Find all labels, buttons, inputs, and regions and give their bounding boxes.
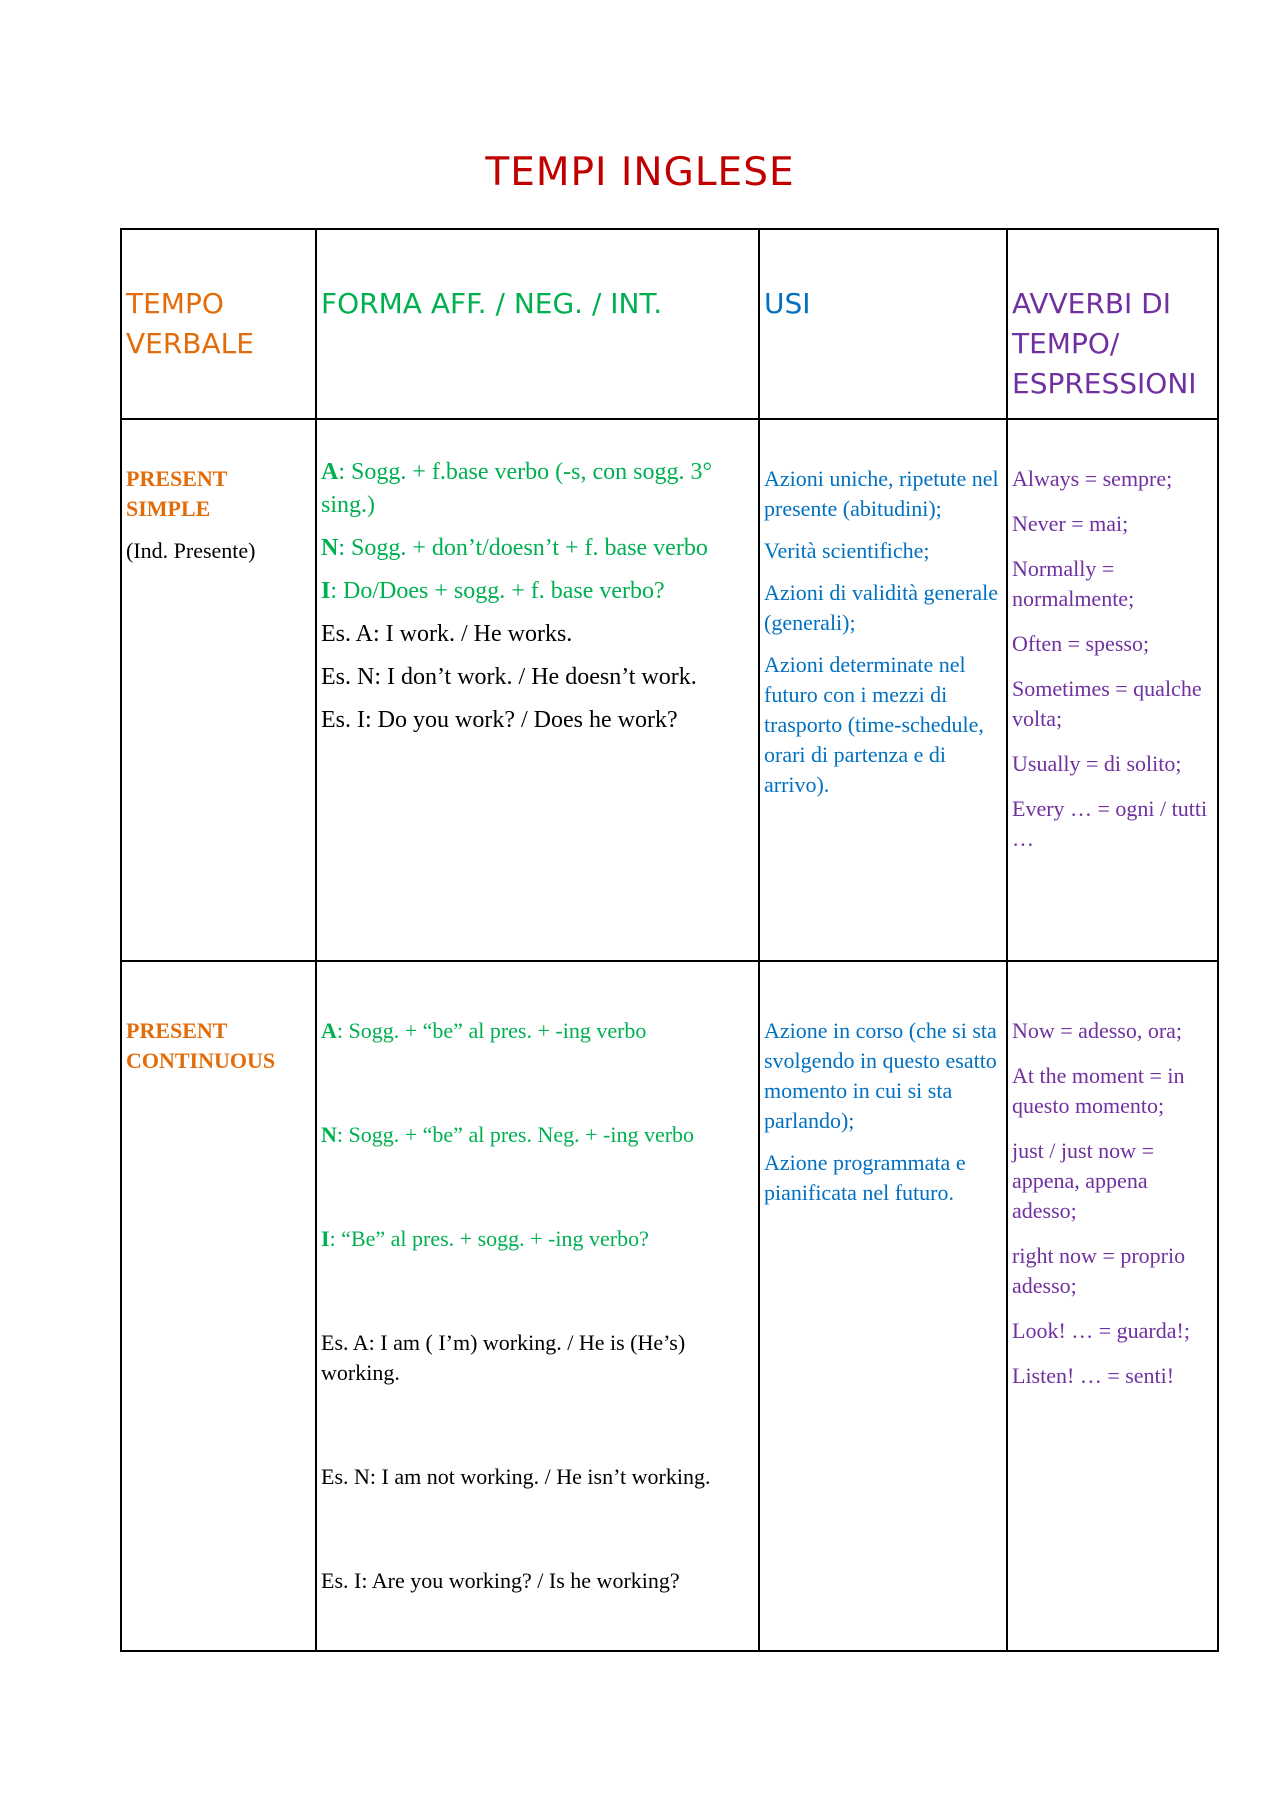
pc-avverbio-1: Now = adesso, ora; <box>1012 1018 1183 1043</box>
pc-form-a-letter: A <box>321 1018 337 1043</box>
header-forma-cell <box>316 229 759 419</box>
ps-tense-cell <box>121 419 316 961</box>
ps-usi-cell <box>759 419 1007 961</box>
pc-example-i: Es. I: Are you working? / Is he working? <box>321 1568 680 1593</box>
ps-forma-cell <box>316 419 759 961</box>
ps-form-negative <box>321 532 754 565</box>
row-present-continuous <box>121 961 1218 1651</box>
pc-tense-name: PRESENT CONTINUOUS <box>126 1018 276 1073</box>
pc-forma-cell <box>316 961 759 1651</box>
ps-form-i-letter: I <box>321 578 331 604</box>
ps-example-i: Es. I: Do you work? / Does he work? <box>321 707 678 733</box>
pc-form-n-text: : Sogg. + “be” al pres. Neg. + -ing verbo <box>336 1122 695 1147</box>
ps-form-affirmative <box>321 456 754 522</box>
ps-form-n-text: : Sogg. + don’t/doesn’t + f. base verbo <box>338 535 708 561</box>
pc-form-i-letter: I <box>321 1226 330 1251</box>
pc-avverbio-6: Listen! … = senti! <box>1012 1363 1175 1388</box>
pc-avverbio-3: just / just now = appena, appena adesso; <box>1012 1138 1154 1223</box>
ps-form-a-letter: A <box>321 459 339 485</box>
ps-avverbi-cell <box>1007 419 1218 961</box>
page-title: TEMPI INGLESE <box>485 150 795 195</box>
ps-uso-3: Azioni di validità generale (generali); <box>764 580 998 635</box>
pc-uso-1: Azione in corso (che si sta svolgendo in questo esatto momento in cui si sta parlando); <box>764 1018 997 1133</box>
pc-form-a-text: : Sogg. + “be” al pres. + -ing verbo <box>336 1018 647 1043</box>
pc-avverbio-4: right now = proprio adesso; <box>1012 1243 1186 1298</box>
ps-italian-name: (Ind. Presente) <box>126 538 256 563</box>
tenses-table <box>120 228 1219 1652</box>
pc-form-n-letter: N <box>321 1122 337 1147</box>
row-present-simple <box>121 419 1218 961</box>
ps-avverbio-1: Always = sempre; <box>1012 466 1173 491</box>
pc-form-interrogative <box>321 1224 754 1254</box>
header-row <box>121 229 1218 419</box>
ps-form-a-text: : Sogg. + f.base verbo (-s, con sogg. 3° sing.) <box>321 459 713 518</box>
header-tempo-cell <box>121 229 316 419</box>
pc-usi-cell <box>759 961 1007 1651</box>
pc-tense-cell <box>121 961 316 1651</box>
pc-example-n: Es. N: I am not working. / He isn’t working. <box>321 1464 711 1489</box>
ps-form-i-text: : Do/Does + sogg. + f. base verbo? <box>330 578 665 604</box>
pc-avverbi-cell <box>1007 961 1218 1651</box>
ps-form-n-letter: N <box>321 535 339 561</box>
ps-avverbio-2: Never = mai; <box>1012 511 1129 536</box>
header-forma: FORMA AFF. / NEG. / INT. <box>321 287 663 320</box>
pc-avverbio-5: Look! … = guarda!; <box>1012 1318 1190 1343</box>
pc-form-affirmative <box>321 1016 754 1046</box>
ps-example-a: Es. A: I work. / He works. <box>321 621 573 647</box>
header-usi: USI <box>764 287 811 320</box>
pc-example-a: Es. A: I am ( I’m) working. / He is (He’s) working. <box>321 1330 686 1385</box>
ps-avverbio-7: Every … = ogni / tutti … <box>1012 796 1208 851</box>
ps-avverbio-4: Often = spesso; <box>1012 631 1150 656</box>
ps-example-n: Es. N: I don’t work. / He doesn’t work. <box>321 664 697 690</box>
header-usi-cell <box>759 229 1007 419</box>
ps-uso-2: Verità scientifiche; <box>764 538 930 563</box>
ps-uso-4: Azioni determinate nel futuro con i mezzi di trasporto (time-schedule, orari di partenza e di arrivo). <box>764 652 984 797</box>
pc-form-negative <box>321 1120 754 1150</box>
ps-avverbio-5: Sometimes = qualche volta; <box>1012 676 1202 731</box>
header-avverbi: AVVERBI DI TEMPO/ ESPRESSIONI <box>1012 287 1197 400</box>
header-tempo-verbale: TEMPO VERBALE <box>126 287 254 360</box>
ps-uso-1: Azioni uniche, ripetute nel presente (abitudini); <box>764 466 999 521</box>
ps-avverbio-6: Usually = di solito; <box>1012 751 1182 776</box>
pc-form-i-text: : “Be” al pres. + sogg. + -ing verbo? <box>329 1226 649 1251</box>
header-avverbi-cell <box>1007 229 1218 419</box>
pc-uso-2: Azione programmata e pianificata nel futuro. <box>764 1150 966 1205</box>
ps-form-interrogative <box>321 575 754 608</box>
ps-tense-name: PRESENT SIMPLE <box>126 466 228 521</box>
pc-avverbio-2: At the moment = in questo momento; <box>1012 1063 1185 1118</box>
ps-avverbio-3: Normally = normalmente; <box>1012 556 1135 611</box>
